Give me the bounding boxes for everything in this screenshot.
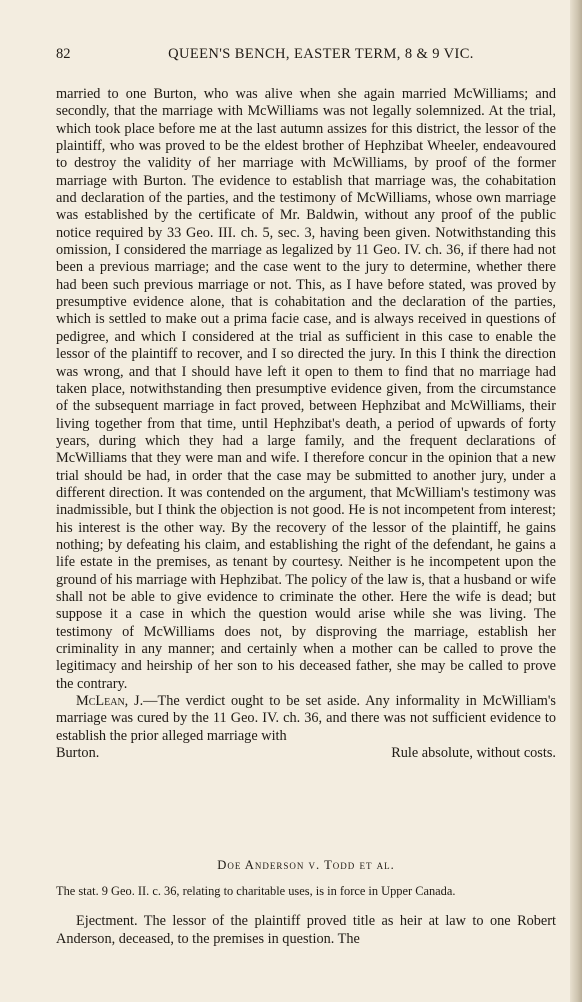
page-header xyxy=(56,46,556,68)
page-edge xyxy=(570,0,582,1002)
concurring-text: —The verdict ought to be set aside. Any informality in McWilliam's marriage was cured by the 11 Geo. IV. ch. 36, and there was not sufficient evidence to establish the prior alleged marriage with xyxy=(56,693,556,744)
case-text xyxy=(56,912,556,948)
running-head: QUEEN'S BENCH, EASTER TERM, 8 & 9 VIC. xyxy=(168,46,474,62)
case-paragraph: Ejectment. The lessor of the plaintiff proved title as heir at law to one Robert Anderson, deceased, to the premises in question. The xyxy=(56,913,556,947)
opinion-text xyxy=(56,86,556,762)
opinion-paragraph: married to one Burton, who was alive when she again married McWilliams; and secondly, that the marriage with McWilliams was not legally solemnized. At the trial, which took place before me at the last autumn assizes for this district, the lessor of the plaintiff, who was proved to be the eldest brother of Hephzibat Wheeler, endeavoured to destroy the validity of her marriage with McWilliams, by proof of the former marriage with Burton. The evidence to establish that marriage was, the cohabitation and declaration of the parties, and the testimony of McWilliams, whose own marriage was established by the certificate of Mr. Baldwin, without any proof of the public notice required by 33 Geo. III. ch. 5, sec. 3, having been given. Notwithstanding this omission, I considered the marriage as legalized by 11 Geo. IV. ch. 36, if there had not been a previous marriage; and the case went to the jury to determine, whether there had been such previous marriage or not. This, as I have before stated, was proved by presumptive evidence alone, that is cohabitation and the declaration of the parties, which is settled to make out a prima facie case, and is always received in questions of pedigree, and which I considered at the trial as sufficient in this case to enable the lessor of the plaintiff to recover, and I so directed the jury. In this I think the direction was wrong, and that I should have left it open to them to find that no marriage had taken place, notwithstanding then presumptive evidence given, from the circumstance of the subsequent marriage in fact proved, between Hephzibat and McWilliams, their living together from that time, until Hephzibat's death, a period of upwards of forty years, during which they had a large family, and the frequent declarations of McWilliams that they were man and wife. I therefore concur in the opinion that a new trial should be had, in order that the case may be submitted to another jury, under a different direction. It was contended on the argument, that McWilliam's testimony was inadmissible, but I think the objection is not good. He is not incompetent from interest; his interest is the other way. By the recovery of the lessor of the plaintiff, he gains nothing; by defeating his claim, and establishing the right of the defendant, he gains a life estate in the premises, as tenant by courtesy. Neither is he incompetent upon the ground of his marriage with Hephzibat. The policy of the law is, that a husband or wife shall not be able to give evidence to criminate the other. Here the wife is dead; but suppose it a case in which the question would arise while she was living. The testimony of McWilliams does not, by disproving the marriage, establish her criminality in any manner; and certainly when a mother can be called to prove the legitimacy and heirship of her son to his deceased father, she may be called to prove the contrary. xyxy=(56,86,556,692)
ruling: Rule absolute, without costs. xyxy=(391,745,556,762)
concurring-opinion xyxy=(56,693,556,745)
headnote: The stat. 9 Geo. II. c. 36, relating to charitable uses, is in force in Upper Canada. xyxy=(56,884,456,898)
case-title: Doe Anderson v. Todd et al. xyxy=(217,858,395,872)
ruling-end-text: Burton. xyxy=(56,745,100,762)
judge-name: McLean, J. xyxy=(76,693,144,710)
ruling-line xyxy=(56,745,556,762)
page-number: 82 xyxy=(56,46,71,62)
